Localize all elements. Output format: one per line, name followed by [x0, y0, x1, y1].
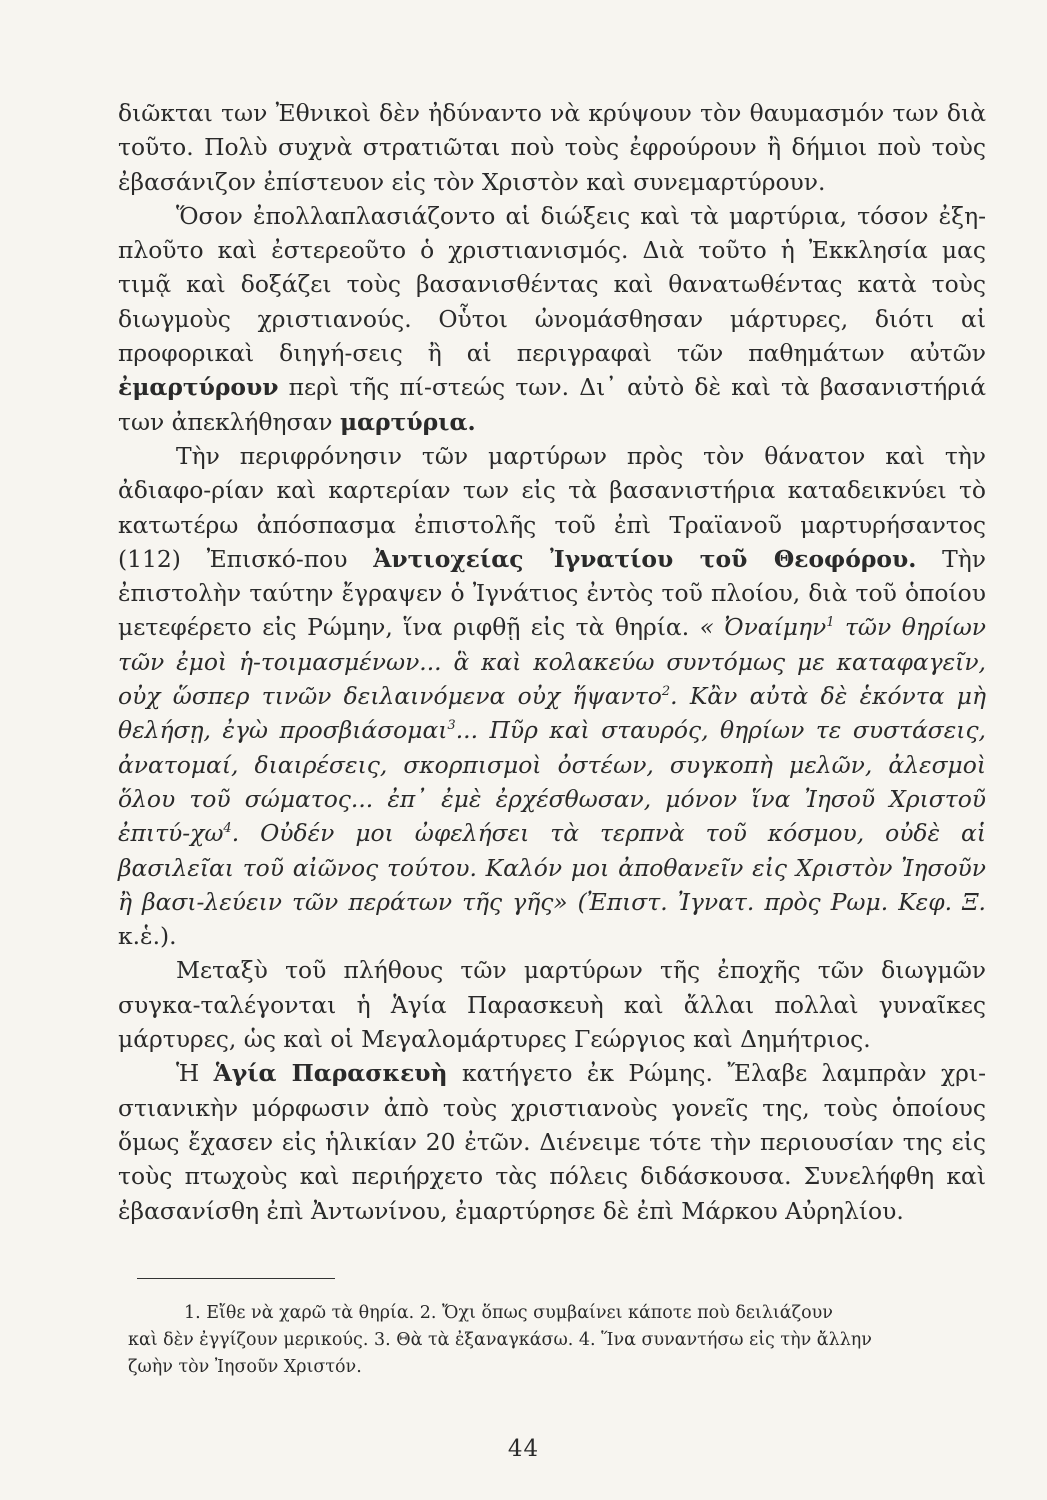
- paragraph-2-text-a: Ὅσον ἐπολλαπλασιάζοντο αἱ διώξεις καὶ τὰ μαρτύρια, τόσον ἐξη-πλοῦτο καὶ ἐστερεοῦτο ὁ χριστιανισμός. Διὰ τοῦτο ἡ Ἐκκλησία μας τιμᾷ καὶ δοξάζει τοὺς βασανισθέντας καὶ θανατωθέντας κατὰ τοὺς διωγμοὺς χριστιανούς. Οὗτοι ὠνομάσθησαν μάρτυρες, διότι αἱ προφορικαὶ διηγή-σεις ἢ αἱ περιγραφαὶ τῶν παθημάτων αὐτῶν: [118, 201, 986, 368]
- quote-citation-end: κ.ἑ.).: [118, 922, 177, 951]
- bold-name-ignatius: Ἀντιοχείας Ἰγνατίου τοῦ Θεοφόρου.: [373, 544, 917, 573]
- footnote-ref-1: 1: [826, 615, 835, 631]
- paragraph-3: [118, 439, 986, 953]
- quote-part-2: τῶν θηρίων τῶν ἐμοὶ ἡ-τοιμασμένων... ἃ καὶ κολακεύω συντόμως με καταφαγεῖν, οὐχ ὥσπερ τινῶν δειλαινόμενα οὐχ ἥψαντο: [118, 613, 987, 711]
- footnote-ref-3: 3: [447, 718, 456, 734]
- page-number: 44: [507, 1436, 540, 1462]
- footnote-ref-2: 2: [661, 684, 671, 700]
- paragraph-1-text: διῶκται των Ἐθνικοὶ δὲν ἠδύναντο νὰ κρύψουν τὸν θαυμασμόν των διὰ τοῦτο. Πολὺ συχνὰ στρατιῶται ποὺ τοὺς ἐφρούρουν ἢ δήμιοι ποὺ τοὺς ἐβασάνιζον ἐπίστευον εἰς τὸν Χριστὸν καὶ συνεμαρτύρουν.: [118, 99, 986, 196]
- paragraph-4: [118, 953, 986, 1056]
- main-text: [118, 96, 986, 1228]
- bold-name-agia-paraskevi: Ἁγία Παρασκευὴ: [213, 1059, 448, 1088]
- bold-term-martyria: μαρτύρια.: [339, 407, 476, 436]
- footnote-divider: [137, 1278, 335, 1279]
- paragraph-3-text-a: Τὴν περιφρόνησιν τῶν μαρτύρων πρὸς τὸν θάνατον καὶ τὴν ἀδιαφο-ρίαν καὶ καρτερίαν των εἰς τὰ βασανιστήρια καταδεικνύει τὸ κατωτέρω ἀπόσπασμα ἐπιστολῆς τοῦ ἐπὶ Τραϊανοῦ μαρτυρήσαντος (112) Ἐπισκό-που: [118, 441, 986, 573]
- bold-term-emartyroun: ἐμαρτύρουν: [118, 373, 279, 402]
- paragraph-5: [118, 1056, 986, 1227]
- footnote-line-1: 1. Εἴθε νὰ χαρῶ τὰ θηρία. 2. Ὄχι ὅπως συμβαίνει κάποτε ποὺ δειλιάζουν: [184, 1303, 833, 1323]
- quotation: [118, 613, 986, 915]
- footnote-line-2: καὶ δὲν ἐγγίζουν μερικούς. 3. Θὰ τὰ ἐξαναγκάσω. 4. Ἵνα συναντήσω εἰς τὴν ἄλλην: [128, 1330, 872, 1350]
- quote-part-1: « Ὀναίμην: [699, 613, 827, 642]
- paragraph-2: [118, 199, 986, 439]
- quote-part-5: . Οὐδέν μοι ὠφελήσει τὰ τερπνὰ τοῦ κόσμου, οὐδὲ αἱ βασιλεῖαι τοῦ αἰῶνος τούτου. Καλόν μοι ἀποθανεῖν εἰς Χριστὸν Ἰησοῦν ἢ βασι-λεύειν τῶν περάτων τῆς γῆς» (Ἐπιστ. Ἰγνατ. πρὸς Ρωμ. Κεφ. Ξ.: [118, 819, 986, 916]
- paragraph-4-text: Μεταξὺ τοῦ πλήθους τῶν μαρτύρων τῆς ἐποχῆς τῶν διωγμῶν συγκα-ταλέγονται ἡ Ἁγία Παρασκευὴ καὶ ἄλλαι πολλαὶ γυναῖκες μάρτυρες, ὡς καὶ οἱ Μεγαλομάρτυρες Γεώργιος καὶ Δημήτριος.: [118, 956, 986, 1054]
- page-body: [118, 96, 986, 1228]
- footnote-line-3: ζωὴν τὸν Ἰησοῦν Χριστόν.: [128, 1357, 362, 1377]
- quote-part-3: . Κἂν αὐτὰ δὲ ἑκόντα μὴ θελήσῃ, ἐγὼ προσβιάσομαι: [118, 682, 986, 745]
- footnote-ref-4: 4: [223, 821, 232, 837]
- paragraph-5-text-b: κατήγετο ἐκ Ρώμης. Ἔλαβε λαμπρὰν χρι-στιανικὴν μόρφωσιν ἀπὸ τοὺς χριστιανοὺς γονεῖς της, τοὺς ὁποίους ὅμως ἔχασεν εἰς ἡλικίαν 20 ἐτῶν. Διένειμε τότε τὴν περιουσίαν της εἰς τοὺς πτωχοὺς καὶ περιήρχετο τὰς πόλεις διδάσκουσα. Συνελήφθη καὶ ἐβασανίσθη ἐπὶ Ἀντωνίνου, ἐμαρτύρησε δὲ ἐπὶ Μάρκου Αὐρηλίου.: [118, 1059, 986, 1225]
- footnotes: [128, 1300, 988, 1381]
- paragraph-3-text-b: Τὴν ἐπιστολὴν ταύτην ἔγραψεν ὁ Ἰγνάτιος ἐντὸς τοῦ πλοίου, διὰ τοῦ ὁποίου μετεφέρετο εἰς Ρώμην, ἵνα ριφθῇ εἰς τὰ θηρία.: [118, 544, 986, 642]
- quote-part-4: ... Πῦρ καὶ σταυρός, θηρίων τε συστάσεις, ἀνατομαί, διαιρέσεις, σκορπισμοὶ ὀστέων, συγκοπὴ μελῶν, ἀλεσμοὶ ὅλου τοῦ σώματος... ἐπ᾿ ἐμὲ ἐρχέσθωσαν, μόνον ἵνα Ἰησοῦ Χριστοῦ ἐπιτύ-χω: [118, 716, 986, 848]
- paragraph-1: [118, 96, 986, 199]
- paragraph-2-text-b: περὶ τῆς πί-στεώς των. Δι᾿ αὐτὸ δὲ καὶ τὰ βασανιστήριά των ἀπεκλήθησαν: [118, 373, 986, 436]
- paragraph-5-text-a: Ἡ: [176, 1059, 200, 1088]
